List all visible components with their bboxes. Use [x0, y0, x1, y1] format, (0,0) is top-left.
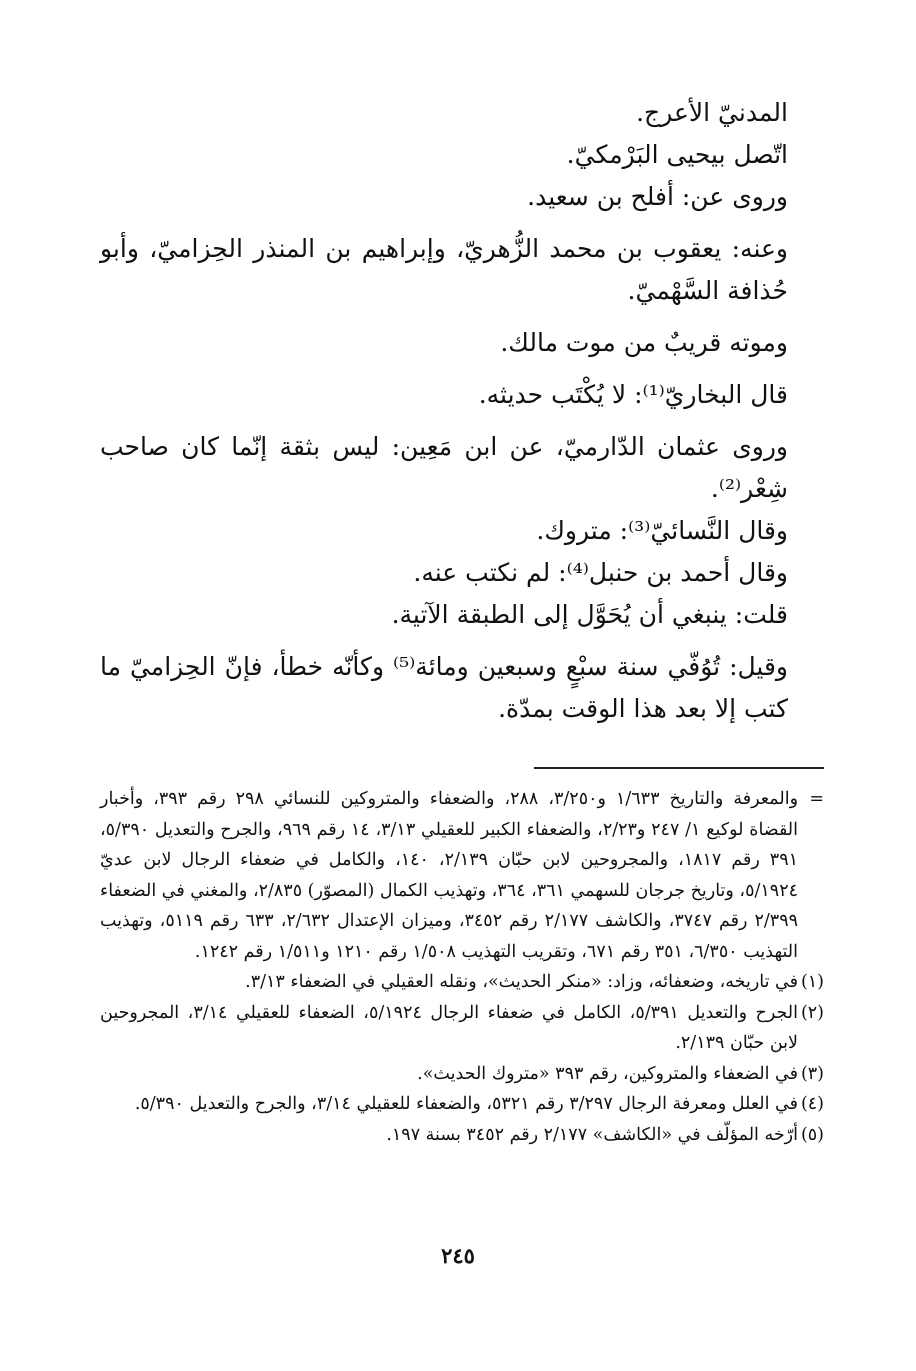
paragraph: وعنه: يعقوب بن محمد الزُّهريّ، وإبراهيم بن المنذر الحِزاميّ، وأبو حُذافة السَّهْميّ.: [100, 234, 788, 305]
footnote-text: أرّخه المؤلّف في «الكاشف» ٢/١٧٧ رقم ٣٤٥٢ بسنة ١٩٧.: [386, 1124, 798, 1145]
footnote-text: والمعرفة والتاريخ ١/٦٣٣ و٣/٢٥٠، ٢٨٨، والضعفاء والمتروكين للنسائي ٢٩٨ رقم ٣٩٣، وأخبار القضاة لوكيع ١/ ٢٤٧ و٢/٢٣، والضعفاء الكبير للعقيلي ٣/١٣، ١٤ رقم ٩٦٩، والجرح والتعديل ٥/٣٩٠، ٣٩١ رقم ١٨١٧، والمجروحين لابن حبّان ٢/١٣٩، ١٤٠، والكامل في ضعفاء الرجال لابن عديّ ٥/١٩٢٤، وتاريخ جرجان للسهمي ٣٦١، ٣٦٤، وتهذيب الكمال (المصوّر) ٢/٨٣٥، والمغني في الضعفاء ٢/٣٩٩ رقم ٣٧٤٧، والكاشف ٢/١٧٧ رقم ٣٤٥٢، وميزان الإعتدال ٢/٦٣٢، ٦٣٣ رقم ٥١١٩، وتهذيب التهذيب ٦/٣٥٠، ٣٥١ رقم ٦٧١، وتقريب التهذيب ١/٥٠٨ رقم ١٢١٠ و١/٥١١ رقم ١٢٤٢.: [100, 789, 799, 962]
main-text: [100, 92, 816, 730]
paragraph: وروى عن: أفلح بن سعيد.: [527, 182, 788, 211]
paragraph: وموته قريبٌ من موت مالك.: [500, 328, 788, 357]
paragraph: المدنيّ الأعرج.: [636, 98, 788, 127]
page-number: ٢٤٥: [441, 1243, 475, 1268]
footnote-2: [100, 998, 824, 1059]
paragraph: وقال النَّسائيّ⁽³⁾: متروك.: [536, 516, 788, 545]
footnote-number: (٥): [800, 1124, 824, 1145]
paragraph: وروى عثمان الدّارميّ، عن ابن مَعِين: ليس بثقة إنّما كان صاحب شِعْر⁽²⁾.: [100, 432, 788, 503]
footnote-1: [100, 967, 824, 998]
paragraph: قلت: ينبغي أن يُحَوَّل إلى الطبقة الآتية.: [391, 600, 788, 629]
footnote-number: (١): [800, 972, 824, 992]
paragraph: وقال أحمد بن حنبل⁽⁴⁾: لم نكتب عنه.: [413, 558, 788, 587]
footnote-text: في الضعفاء والمتروكين، رقم ٣٩٣ «متروك الحديث».: [417, 1063, 798, 1084]
footnote-continuation: [100, 784, 824, 967]
footnote-text: في العلل ومعرفة الرجال ٣/٢٩٧ رقم ٥٣٢١، والضعفاء للعقيلي ٣/١٤، والجرح والتعديل ٥/٣٩٠.: [134, 1094, 798, 1114]
footnotes: [100, 784, 824, 1150]
footnote-number: (٤): [800, 1094, 824, 1114]
paragraph: اتّصل بيحيى البَرْمكيّ.: [566, 140, 788, 169]
footnote-4: [100, 1089, 824, 1120]
footnote-number: (٢): [800, 1002, 824, 1023]
footnote-5: [100, 1120, 824, 1151]
footnote-number: (٣): [800, 1063, 824, 1084]
paragraph: قال البخاريّ⁽¹⁾: لا يُكْتَب حديثه.: [478, 380, 788, 409]
footnote-3: [100, 1059, 824, 1090]
footnote-marker: =: [809, 789, 824, 809]
paragraph: وقيل: تُوُفّي سنة سبْعٍ وسبعين ومائة⁽⁵⁾ وكأنّه خطأ، فإنّ الحِزاميّ ما كتب إلا بعد هذا الوقت بمدّة.: [100, 652, 788, 723]
footnote-text: الجرح والتعديل ٥/٣٩١، الكامل في ضعفاء الرجال ٥/١٩٢٤، الضعفاء للعقيلي ٣/١٤، المجروحين لابن حبّان ٢/١٣٩.: [100, 1002, 798, 1053]
footnote-text: في تاريخه، وضعفائه، وزاد: «منكر الحديث»، ونقله العقيلي في الضعفاء ٣/١٣.: [245, 972, 798, 992]
footnote-divider: [534, 767, 824, 769]
